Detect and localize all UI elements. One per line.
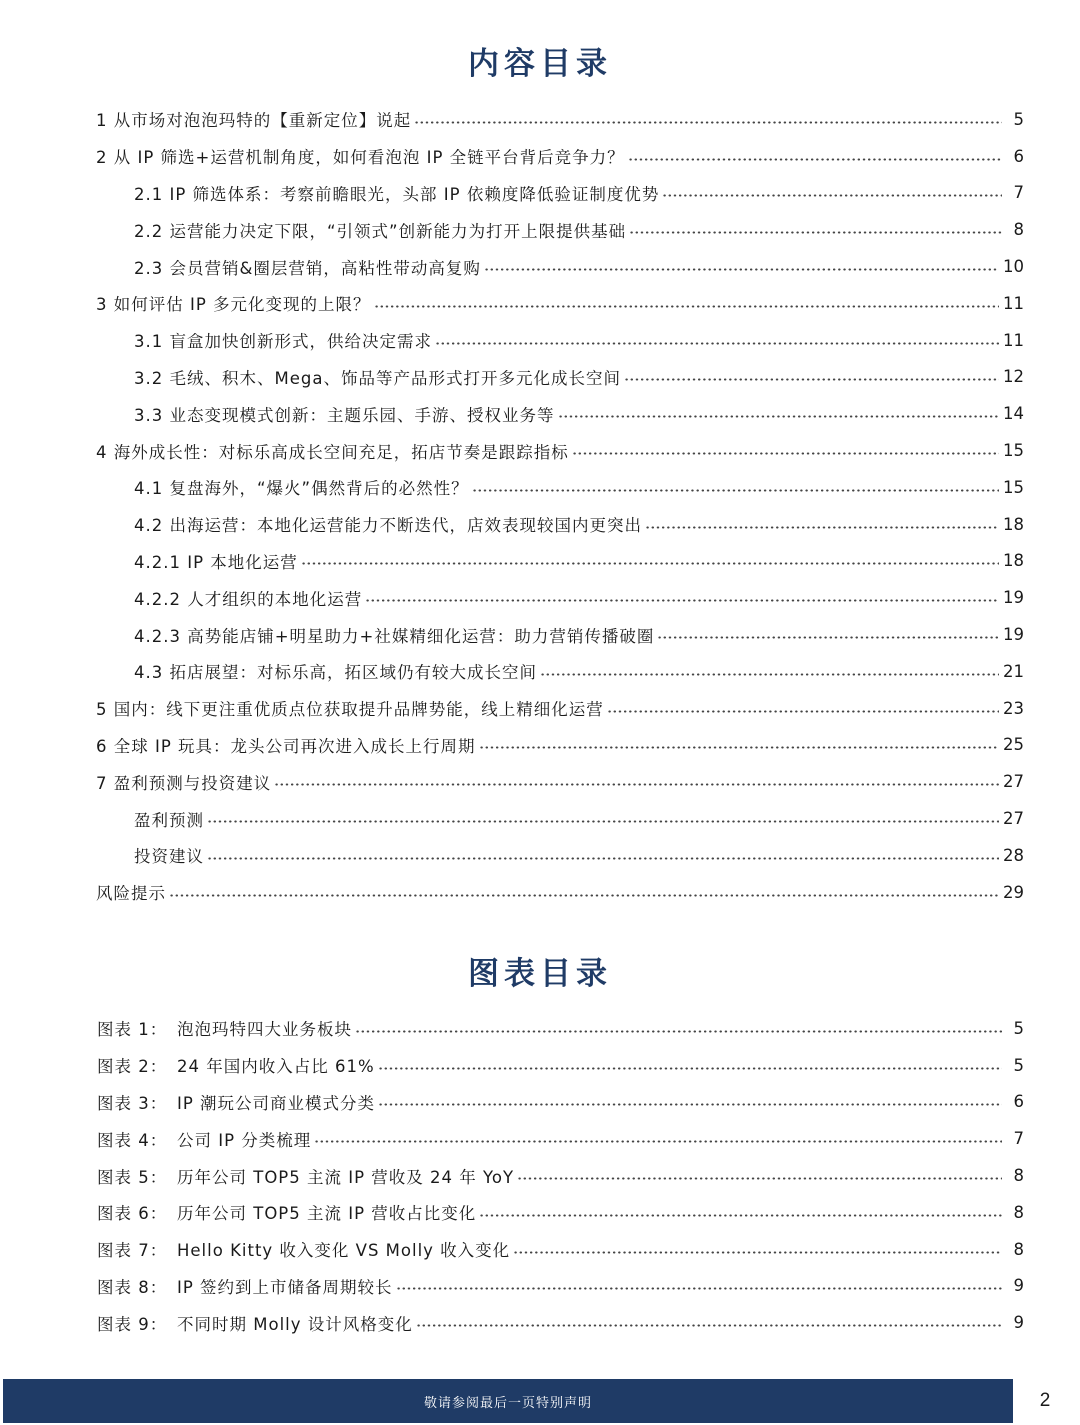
figure-entry[interactable] xyxy=(0,1010,1080,1047)
toc-entry[interactable] xyxy=(0,800,1080,837)
dot-leader xyxy=(629,224,1002,242)
dot-leader xyxy=(365,592,999,610)
footer-page-box xyxy=(1013,1379,1077,1423)
toc-entry[interactable] xyxy=(0,543,1080,580)
figure-entry-text-wrap xyxy=(97,1164,517,1188)
footer-disclaimer-note: 敬请参阅最后一页特别声明 xyxy=(423,1396,592,1411)
figure-entry-text-wrap xyxy=(97,1016,355,1040)
toc-entry[interactable] xyxy=(0,101,1080,138)
figure-entry-page: 9 xyxy=(1013,1313,1024,1333)
dot-leader xyxy=(517,1170,1002,1188)
toc-entry[interactable] xyxy=(0,138,1080,175)
toc-entry-page: 18 xyxy=(1003,514,1024,534)
dot-leader xyxy=(416,1317,1002,1335)
toc-entry-label: 3.2 毛绒、积木、Mega、饰品等产品形式打开多元化成长空间 xyxy=(134,365,624,389)
figure-entry-title: 泡泡玛特四大业务板块 xyxy=(177,1020,352,1040)
dot-leader xyxy=(435,334,999,352)
dot-leader xyxy=(645,518,999,536)
figure-list-title: 图表目录 xyxy=(468,956,612,992)
toc-entry-label: 2.1 IP 筛选体系：考察前瞻眼光，头部 IP 依赖度降低验证制度优势 xyxy=(134,181,662,205)
toc-entry-label: 3.3 业态变现模式创新：主题乐园、手游、授权业务等 xyxy=(134,402,558,426)
toc-entry-page: 15 xyxy=(1003,477,1024,497)
figure-entry-title: 历年公司 TOP5 主流 IP 营收及 24 年 YoY xyxy=(177,1167,515,1187)
figure-entry-text-wrap xyxy=(97,1237,513,1261)
figure-entry-label: 图表 3： xyxy=(97,1093,168,1113)
toc-entry[interactable] xyxy=(0,837,1080,874)
dot-leader xyxy=(396,1280,1002,1298)
toc-entry[interactable] xyxy=(0,175,1080,212)
figure-entry-title: 24 年国内收入占比 61% xyxy=(177,1057,375,1077)
toc-entry-page: 15 xyxy=(1003,441,1024,461)
figure-entry-text-wrap xyxy=(97,1090,378,1114)
toc-entry-label: 4.3 拓店展望：对标乐高，拓区域仍有较大成长空间 xyxy=(134,659,540,683)
toc-entry[interactable] xyxy=(0,653,1080,690)
dot-leader xyxy=(314,1133,1002,1151)
dot-leader xyxy=(374,297,999,315)
toc-entry[interactable] xyxy=(0,322,1080,359)
toc-entry-page: 6 xyxy=(1013,146,1024,166)
figure-entry[interactable] xyxy=(0,1231,1080,1268)
toc-entry-page: 11 xyxy=(1003,293,1024,313)
toc-entry-label: 盈利预测 xyxy=(134,807,207,831)
figure-entry[interactable] xyxy=(0,1194,1080,1231)
figure-entry-label: 图表 8： xyxy=(97,1277,168,1297)
figure-entry-label: 图表 1： xyxy=(97,1020,168,1040)
toc-entry-label: 2.3 会员营销&圈层营销，高粘性带动高复购 xyxy=(134,255,484,279)
figure-entry-page: 8 xyxy=(1013,1239,1024,1259)
toc-entry-label: 3.1 盲盒加快创新形式，供给决定需求 xyxy=(134,328,435,352)
dot-leader xyxy=(558,408,1000,426)
dot-leader xyxy=(378,1096,1002,1114)
toc-entry[interactable] xyxy=(0,763,1080,800)
toc-entry-page: 8 xyxy=(1013,220,1024,240)
toc-entry-page: 11 xyxy=(1003,330,1024,350)
figure-entry-text-wrap xyxy=(97,1127,314,1151)
figure-entry-text-wrap xyxy=(97,1200,479,1224)
toc-entry-label: 投资建议 xyxy=(134,843,207,867)
toc-entry-page: 7 xyxy=(1013,183,1024,203)
dot-leader xyxy=(274,776,999,794)
toc-entry-label: 1 从市场对泡泡玛特的【重新定位】说起 xyxy=(96,107,414,131)
figure-entry-page: 6 xyxy=(1013,1092,1024,1112)
figure-entry-text-wrap xyxy=(97,1053,378,1077)
dot-leader xyxy=(628,150,1002,168)
toc-entry[interactable] xyxy=(0,506,1080,543)
dot-leader xyxy=(207,849,999,867)
figure-entry-page: 8 xyxy=(1013,1166,1024,1186)
toc-entry[interactable] xyxy=(0,579,1080,616)
figure-entry-page: 5 xyxy=(1013,1018,1024,1038)
toc-entry-page: 10 xyxy=(1003,257,1024,277)
figure-entry-label: 图表 7： xyxy=(97,1241,168,1261)
toc-entry-page: 29 xyxy=(1003,882,1024,902)
toc-entry[interactable] xyxy=(0,248,1080,285)
toc-entry[interactable] xyxy=(0,616,1080,653)
dot-leader xyxy=(624,371,999,389)
toc-entry-label: 6 全球 IP 玩具：龙头公司再次进入成长上行周期 xyxy=(96,733,479,757)
dot-leader xyxy=(540,665,999,683)
toc-entry-page: 18 xyxy=(1003,551,1024,571)
toc-entry-label: 4 海外成长性：对标乐高成长空间充足，拓店节奏是跟踪指标 xyxy=(96,439,572,463)
toc-title: 内容目录 xyxy=(468,46,612,82)
toc-entry-page: 25 xyxy=(1003,735,1024,755)
dot-leader xyxy=(378,1059,1002,1077)
figure-list xyxy=(0,1010,1080,1341)
figure-entry-page: 5 xyxy=(1013,1055,1024,1075)
figure-entry-label: 图表 9： xyxy=(97,1314,168,1334)
toc-entry-page: 23 xyxy=(1003,698,1024,718)
figure-entry[interactable] xyxy=(0,1268,1080,1305)
toc-entry-label: 2 从 IP 筛选+运营机制角度，如何看泡泡 IP 全链平台背后竞争力？ xyxy=(96,144,628,168)
dot-leader xyxy=(479,1206,1002,1224)
dot-leader xyxy=(472,481,999,499)
page-number: 2 xyxy=(1039,1390,1051,1411)
figure-entry-label: 图表 5： xyxy=(97,1167,168,1187)
figure-entry-title: Hello Kitty 收入变化 VS Molly 收入变化 xyxy=(177,1241,511,1261)
footer-bar xyxy=(3,1379,1077,1423)
toc-entry-page: 19 xyxy=(1003,625,1024,645)
dot-leader xyxy=(301,555,999,573)
dot-leader xyxy=(207,813,999,831)
dot-leader xyxy=(607,702,999,720)
toc-list xyxy=(0,101,1080,911)
toc-entry-page: 27 xyxy=(1003,772,1024,792)
figure-entry[interactable] xyxy=(0,1047,1080,1084)
figure-entry-page: 8 xyxy=(1013,1202,1024,1222)
toc-entry-page: 14 xyxy=(1003,404,1024,424)
toc-entry[interactable] xyxy=(0,469,1080,506)
figure-entry-label: 图表 4： xyxy=(97,1130,168,1150)
toc-entry-label: 风险提示 xyxy=(96,880,169,904)
dot-leader xyxy=(484,261,999,279)
figure-entry[interactable] xyxy=(0,1304,1080,1341)
figure-entry[interactable] xyxy=(0,1084,1080,1121)
figure-entry-title: 公司 IP 分类梳理 xyxy=(177,1130,312,1150)
figure-entry-page: 9 xyxy=(1013,1276,1024,1296)
figure-entry-title: 不同时期 Molly 设计风格变化 xyxy=(177,1314,413,1334)
figure-entry-page: 7 xyxy=(1013,1129,1024,1149)
toc-entry-page: 12 xyxy=(1003,367,1024,387)
toc-entry-label: 2.2 运营能力决定下限，“引领式”创新能力为打开上限提供基础 xyxy=(134,218,629,242)
toc-entry-label: 4.2.1 IP 本地化运营 xyxy=(134,549,301,573)
figure-entry-text-wrap xyxy=(97,1311,416,1335)
dot-leader xyxy=(662,187,1002,205)
dot-leader xyxy=(169,886,999,904)
toc-entry-page: 5 xyxy=(1013,109,1024,129)
toc-entry-page: 21 xyxy=(1003,661,1024,681)
toc-entry-label: 4.2.2 人才组织的本地化运营 xyxy=(134,586,365,610)
dot-leader xyxy=(414,113,1002,131)
dot-leader xyxy=(513,1243,1002,1261)
dot-leader xyxy=(479,739,999,757)
figure-entry[interactable] xyxy=(0,1120,1080,1157)
figure-entry-title: 历年公司 TOP5 主流 IP 营收占比变化 xyxy=(177,1204,477,1224)
figure-entry-title: IP 签约到上市储备周期较长 xyxy=(177,1277,393,1297)
toc-entry[interactable] xyxy=(0,874,1080,911)
figure-entry-text-wrap xyxy=(97,1274,396,1298)
toc-entry[interactable] xyxy=(0,285,1080,322)
dot-leader xyxy=(572,445,999,463)
figure-entry-title: IP 潮玩公司商业模式分类 xyxy=(177,1093,376,1113)
figure-entry[interactable] xyxy=(0,1157,1080,1194)
toc-entry-page: 28 xyxy=(1003,845,1024,865)
toc-entry-label: 3 如何评估 IP 多元化变现的上限？ xyxy=(96,291,374,315)
toc-entry[interactable] xyxy=(0,359,1080,396)
toc-entry-page: 27 xyxy=(1003,809,1024,829)
figure-entry-label: 图表 6： xyxy=(97,1204,168,1224)
toc-entry-label: 4.1 复盘海外，“爆火”偶然背后的必然性？ xyxy=(134,475,472,499)
dot-leader xyxy=(355,1022,1002,1040)
toc-entry-page: 19 xyxy=(1003,588,1024,608)
toc-entry[interactable] xyxy=(0,395,1080,432)
toc-entry[interactable] xyxy=(0,211,1080,248)
toc-entry-label: 5 国内：线下更注重优质点位获取提升品牌势能，线上精细化运营 xyxy=(96,696,607,720)
toc-entry[interactable] xyxy=(0,690,1080,727)
toc-entry[interactable] xyxy=(0,432,1080,469)
figure-entry-label: 图表 2： xyxy=(97,1057,168,1077)
toc-entry[interactable] xyxy=(0,727,1080,764)
toc-entry-label: 4.2 出海运营：本地化运营能力不断迭代，店效表现较国内更突出 xyxy=(134,512,645,536)
dot-leader xyxy=(657,629,999,647)
toc-entry-label: 7 盈利预测与投资建议 xyxy=(96,770,274,794)
toc-entry-label: 4.2.3 高势能店铺+明星助力+社媒精细化运营：助力营销传播破圈 xyxy=(134,623,657,647)
